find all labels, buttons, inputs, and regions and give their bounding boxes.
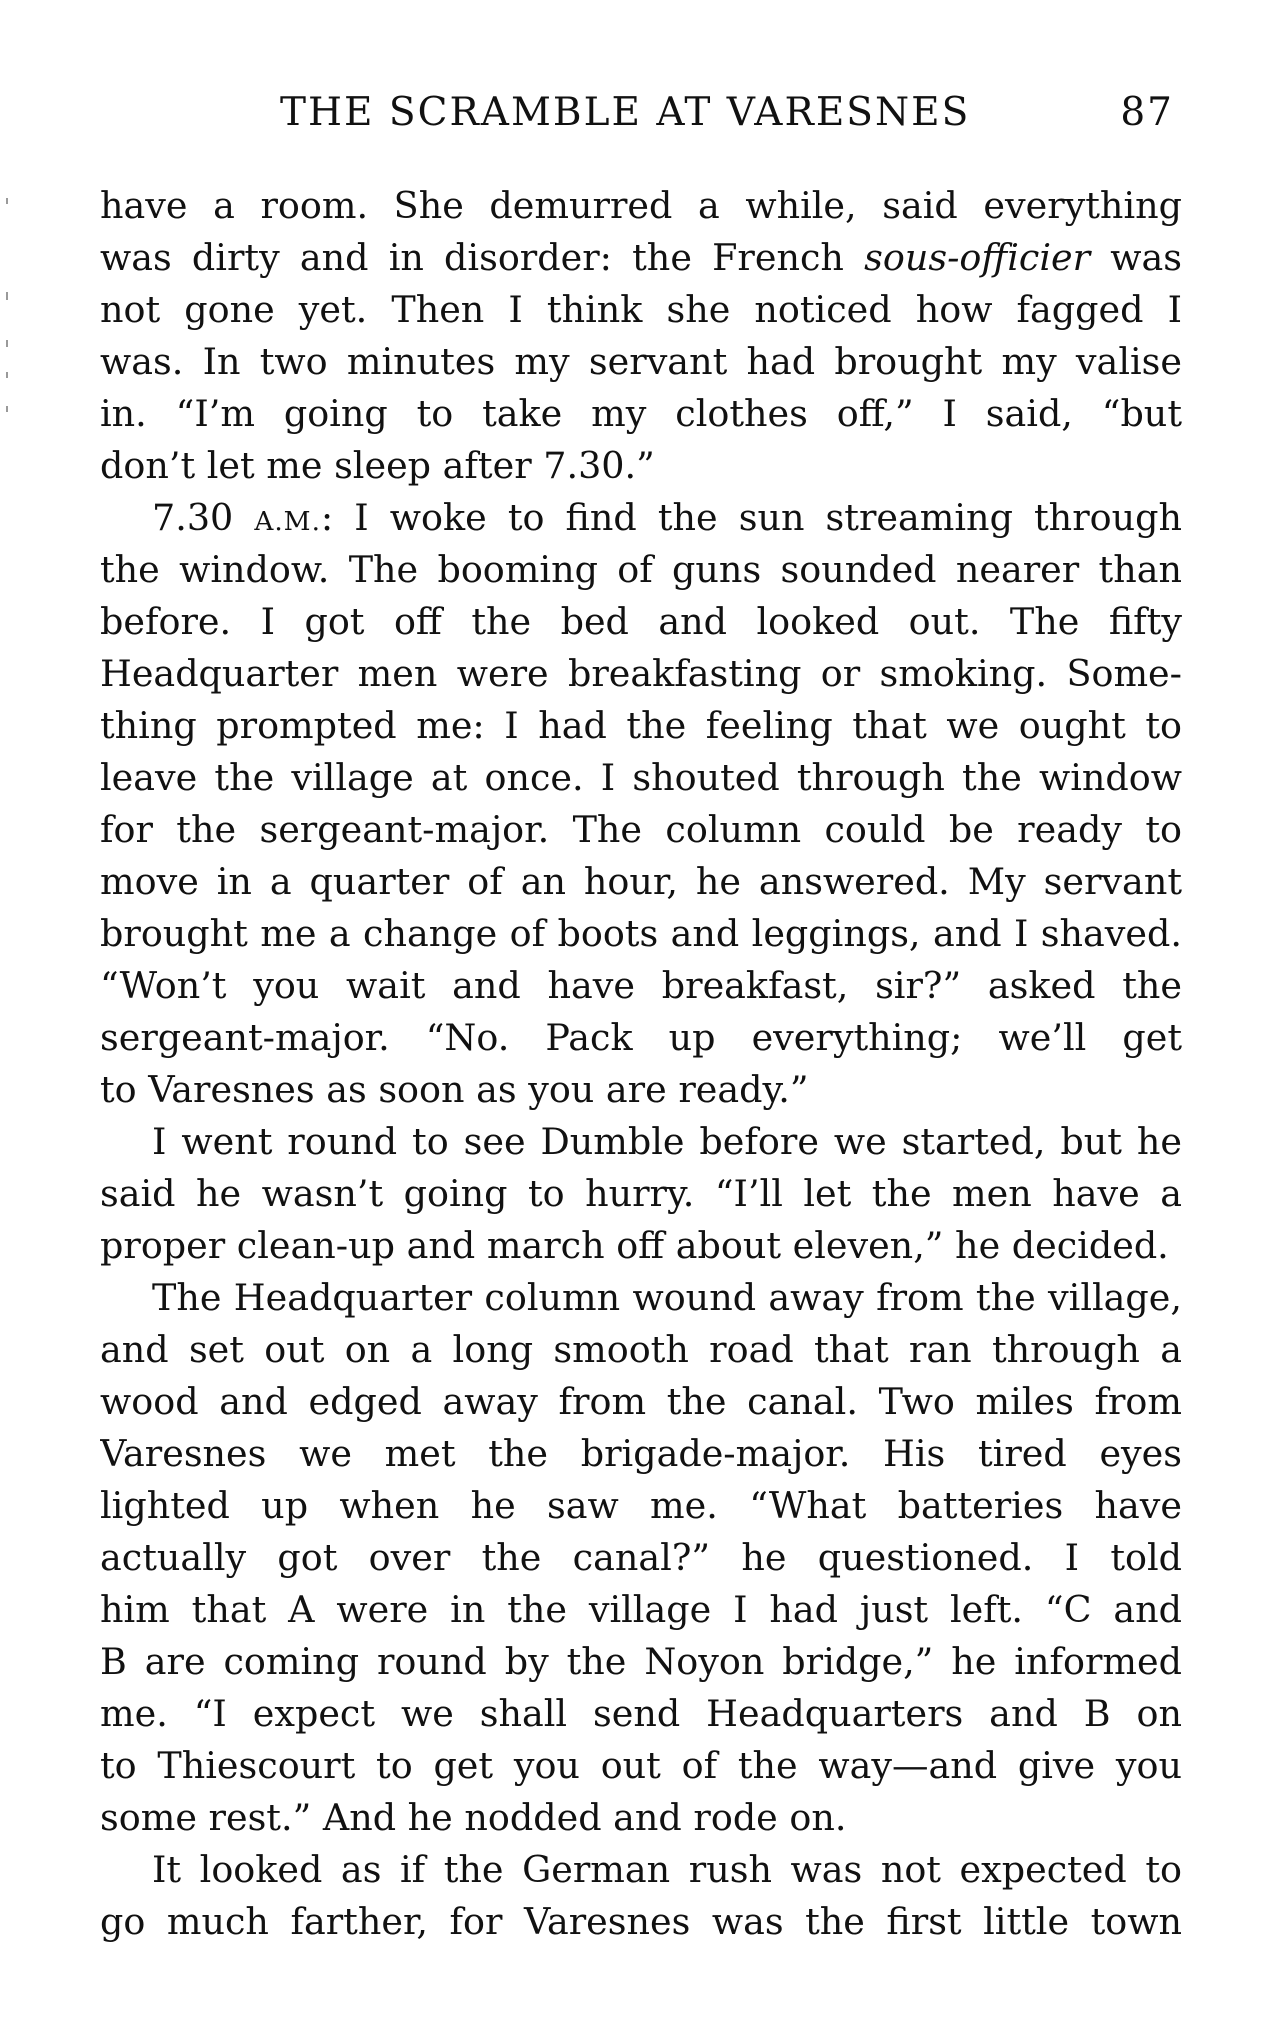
- margin-mark: [6, 406, 8, 412]
- text-line: move in a quarter of an hour, he answered. My servant: [100, 860, 1182, 903]
- running-head: [104, 90, 1174, 142]
- text-line: The Headquarter column wound away from the village,: [152, 1276, 1182, 1319]
- text-line: me. “I expect we shall send Headquarters and B on: [100, 1692, 1182, 1735]
- text-line: thing prompted me: I had the feeling that we ought to: [100, 704, 1182, 747]
- text-line: Varesnes we met the brigade-major. His tired eyes: [100, 1432, 1182, 1475]
- text-line: before. I got off the bed and looked out. The fifty: [100, 600, 1182, 643]
- text-line: sergeant-major. “No. Pack up everything; we’ll get: [100, 1016, 1182, 1059]
- text-line: proper clean-up and march off about eleven,” he decided.: [100, 1224, 1169, 1267]
- text-line: to Varesnes as soon as you are ready.”: [100, 1068, 809, 1111]
- text-line: Headquarter men were breakfasting or smoking. Some-: [100, 652, 1182, 695]
- page-number: 87: [1120, 90, 1174, 135]
- text-line: actually got over the canal?” he questioned. I told: [100, 1536, 1182, 1579]
- text-line: not gone yet. Then I think she noticed how fagged I: [100, 288, 1182, 331]
- margin-mark: [6, 340, 8, 347]
- text-line: B are coming round by the Noyon bridge,” he informed: [100, 1640, 1182, 1683]
- margin-mark: [6, 198, 8, 204]
- margin-mark: [6, 372, 8, 378]
- text-line: leave the village at once. I shouted through the window: [100, 756, 1182, 799]
- text-line: brought me a change of boots and leggings, and I shaved.: [100, 912, 1182, 955]
- text-line: him that A were in the village I had just left. “C and: [100, 1588, 1182, 1631]
- text-line: and set out on a long smooth road that ran through a: [100, 1328, 1182, 1371]
- text-line: said he wasn’t going to hurry. “I’ll let the men have a: [100, 1172, 1182, 1215]
- italic-term: sous-officier: [864, 236, 1091, 279]
- text-line: in. “I’m going to take my clothes off,” I said, “but: [100, 392, 1182, 435]
- text-line: some rest.” And he nodded and rode on.: [100, 1796, 847, 1839]
- text-line: lighted up when he saw me. “What batteries have: [100, 1484, 1182, 1527]
- text-line: to Thiescourt to get you out of the way—and give you: [100, 1744, 1182, 1787]
- text-line: was. In two minutes my servant had brought my valise: [100, 340, 1182, 383]
- margin-mark: [6, 292, 8, 300]
- text-line: have a room. She demurred a while, said everything: [100, 184, 1182, 227]
- running-title: THE SCRAMBLE AT VARESNES: [280, 90, 971, 135]
- text-line: for the sergeant-major. The column could be ready to: [100, 808, 1182, 851]
- text-line: 7.30 A.M.: I woke to find the sun streaming through: [152, 496, 1182, 539]
- text-line: the window. The booming of guns sounded nearer than: [100, 548, 1182, 591]
- text-line: go much farther, for Varesnes was the first little town: [100, 1900, 1182, 1943]
- text-line: wood and edged away from the canal. Two miles from: [100, 1380, 1182, 1423]
- text-line: was dirty and in disorder: the French sous-officier was: [100, 236, 1182, 279]
- small-caps-time: A.M.: [254, 507, 321, 537]
- text-line: It looked as if the German rush was not expected to: [152, 1848, 1182, 1891]
- text-line: “Won’t you wait and have breakfast, sir?” asked the: [100, 964, 1182, 1007]
- text-line: I went round to see Dumble before we started, but he: [152, 1120, 1182, 1163]
- body-text: [100, 180, 1182, 1948]
- text-line: don’t let me sleep after 7.30.”: [100, 444, 655, 487]
